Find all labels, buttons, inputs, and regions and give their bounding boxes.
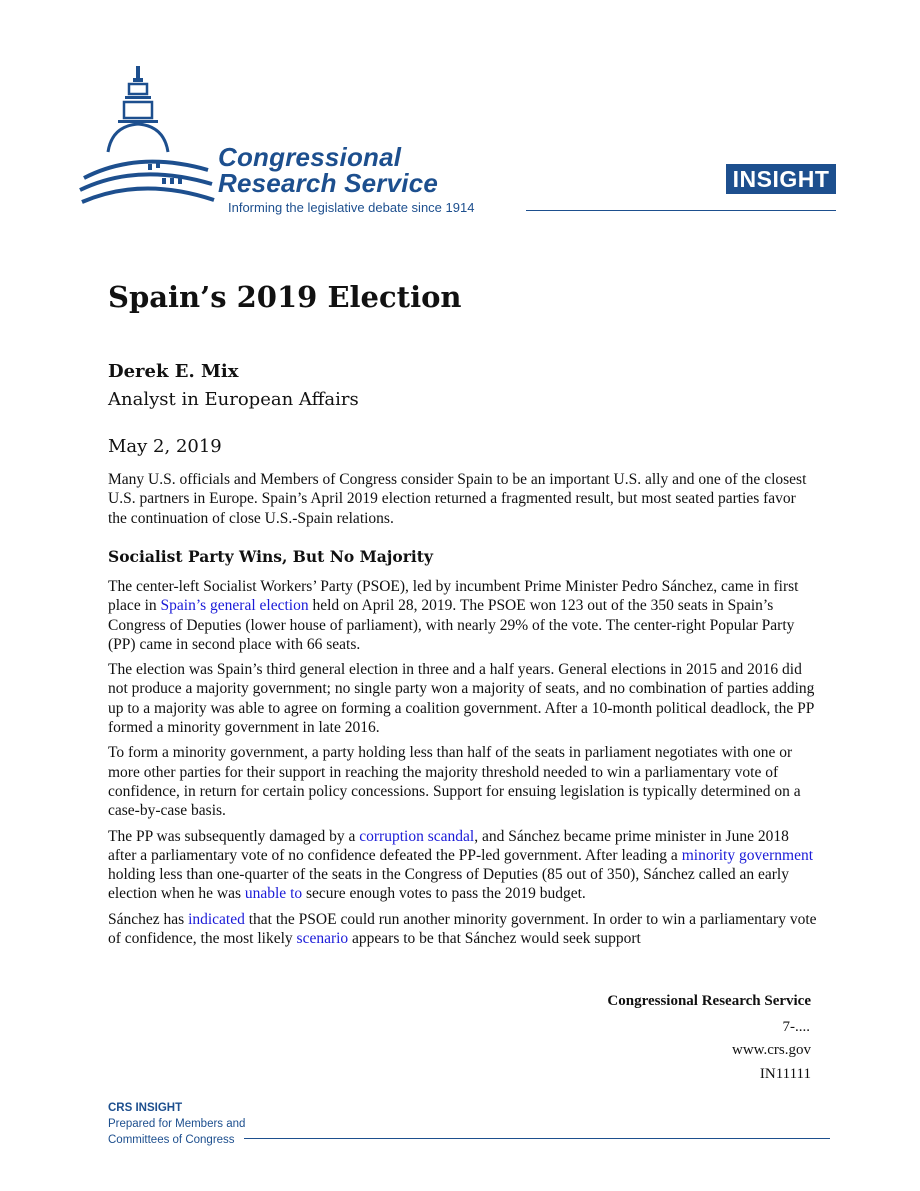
- tagline-divider: [526, 210, 836, 211]
- link-spain-general-election[interactable]: Spain’s general election: [160, 597, 309, 615]
- intro-paragraph: Many U.S. officials and Members of Congress consider Spain to be an important U.S. ally and one of the closest U.S. partners in Europe. Spain’s April 2019 election returned a fragmented result, but most seated parties favor the continuation of close U.S.-Spain relations.: [108, 471, 807, 527]
- bottom-divider: [244, 1138, 830, 1139]
- capitol-dome-logo-icon: [78, 60, 218, 220]
- org-name-line1: Congressional: [218, 142, 402, 172]
- section-heading: Socialist Party Wins, But No Majority: [108, 547, 433, 566]
- footer-org-name: Congressional Research Service: [607, 993, 811, 1009]
- text-run: secure enough votes to pass the 2019 budget.: [302, 885, 586, 903]
- footer-code: 7-....: [782, 1019, 810, 1035]
- text-run: that the PSOE could run another minority government. In order to win a parliamentary vote of confidence, the most likely: [108, 910, 817, 948]
- text-run: The center-left Socialist Workers’ Party (PSOE), led by incumbent Prime Minister Pedro Sánchez, came in first place in: [108, 578, 799, 615]
- page-title: Spain’s 2019 Election: [108, 280, 462, 314]
- link-corruption-scandal[interactable]: corruption scandal: [359, 827, 475, 845]
- paragraph-2: The election was Spain’s third general election in three and a half years. General elections in 2015 and 2016 did not produce a majority government; no single party won a majority of seats, and no combination of parties adding up to a majority was able to agree on forming a coalition government. After a 10-month political deadlock, the PP formed a minority government in late 2016.: [108, 661, 815, 737]
- footer-id: IN11111: [759, 1066, 811, 1082]
- publication-date: May 2, 2019: [108, 436, 222, 457]
- author-title: Analyst in European Affairs: [108, 389, 359, 410]
- text-run: appears to be that Sánchez would seek support: [348, 930, 641, 948]
- text-run: held on April 28, 2019. The PSOE won 123 out of the 350 seats in Spain’s Congress of Deputies (lower house of parliament), with nearly 29% of the vote. The center-right Popular Party (PP) came in second place with 66 seats.: [108, 597, 795, 653]
- brand-line2: Prepared for Members and: [108, 1118, 246, 1130]
- link-scenario[interactable]: scenario: [296, 930, 349, 948]
- text-run: holding less than one-quarter of the seats in the Congress of Deputies (85 out of 350), Sánchez called an early election when he was: [108, 866, 789, 903]
- bottom-branding: [108, 1100, 245, 1148]
- intro-section: [108, 470, 818, 528]
- paragraph-5: [108, 910, 818, 949]
- author-name: Derek E. Mix: [108, 361, 239, 382]
- paragraph-4: [108, 827, 818, 904]
- text-run: The PP was subsequently damaged by a: [108, 827, 360, 845]
- insight-badge: INSIGHT: [726, 164, 836, 194]
- org-name-line2: Research Service: [218, 168, 439, 198]
- brand-line3: Committees of Congress: [108, 1134, 235, 1146]
- brand-crs-insight: CRS INSIGHT: [108, 1102, 183, 1114]
- link-indicated[interactable]: indicated: [188, 910, 245, 928]
- footer-url: www.crs.gov: [731, 1042, 811, 1058]
- main-body: [108, 577, 818, 954]
- paragraph-3: To form a minority government, a party holding less than half of the seats in parliament negotiates with one or more other parties for their support in reaching the majority threshold needed to win a parliamentary vote of confidence, in return for certain policy concessions. Support for ensuing legislation is typically determined on a case-by-case basis.: [108, 744, 801, 820]
- link-minority-government[interactable]: minority government: [681, 846, 813, 864]
- text-run: , and Sánchez became prime minister in June 2018 after a parliamentary vote of no confidence defeated the PP-led government. After leading a: [108, 827, 789, 864]
- link-unable-to[interactable]: unable to: [244, 885, 303, 903]
- text-run: Sánchez has: [108, 910, 189, 928]
- paragraph-1: [108, 577, 818, 654]
- org-tagline: Informing the legislative debate since 1914: [228, 200, 475, 215]
